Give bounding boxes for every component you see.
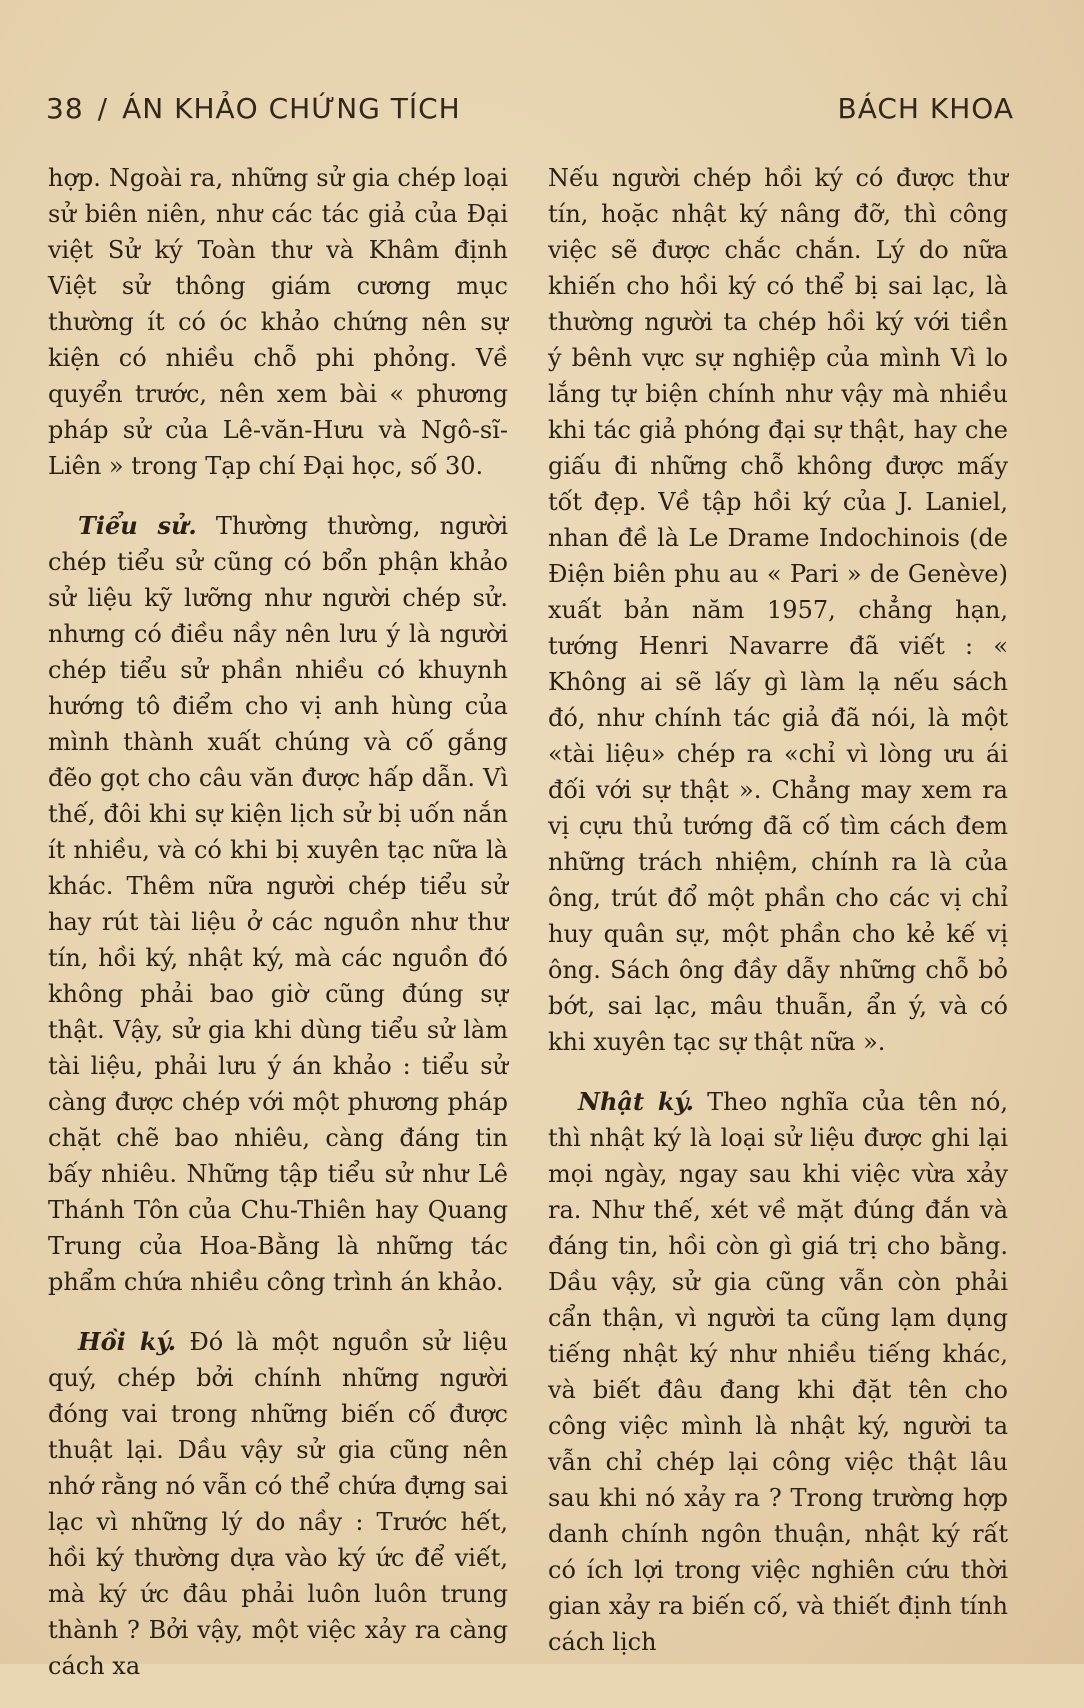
paragraph-body: Thường thường, người chép tiểu sử cũng có bổn phận khảo sử liệu kỹ lưỡng như người chép sử. nhưng có điều nầy nên lưu ý là người chép tiểu sử phần nhiều có khuynh hướng tô điểm cho vị anh hùng của mình thành xuất chúng và cố gắng đẽo gọt cho câu văn được hấp dẫn. Vì thế, đôi khi sự kiện lịch sử bị uốn nắn ít nhiều, và có khi bị xuyên tạc nữa là khác. Thêm nữa người chép tiểu sử hay rút tài liệu ở các nguồn như thư tín, hồi ký, nhật ký, mà các nguồn đó không phải bao giờ cũng đúng sự thật. Vậy, sử gia khi dùng tiểu sử làm tài liệu, phải lưu ý án khảo : tiểu sử càng được chép với một phương pháp chặt chẽ bao nhiêu, càng đáng tin bấy nhiêu. Những tập tiểu sử như Lê Thánh Tôn của Chu-Thiên hay Quang Trung của Hoa-Bằng là những tác phẩm chứa nhiều công trình án khảo.: [48, 512, 508, 1296]
header-separator: /: [97, 91, 109, 125]
paragraph: [548, 1084, 1008, 1660]
paragraph: [48, 1324, 508, 1684]
paragraph-lead: Hồi ký.: [78, 1327, 177, 1356]
paragraph: [48, 508, 508, 1300]
right-column: [548, 160, 1008, 1684]
paragraph-lead: Nhật ký.: [578, 1087, 695, 1116]
page-header: [46, 88, 1014, 128]
paragraph: hợp. Ngoài ra, những sử gia chép loại sử biên niên, như các tác giả của Đại việt Sử ký Toàn thư và Khâm định Việt sử thông giám cương mục thường ít có óc khảo chứng nên sự kiện có nhiều chỗ phi phỏng. Về quyển trước, nên xem bài « phương pháp sử của Lê-văn-Hưu và Ngô-sĩ-Liên » trong Tạp chí Đại học, số 30.: [48, 164, 508, 480]
paragraph-lead: Tiểu sử.: [78, 511, 197, 540]
magazine-name: BÁCH KHOA: [837, 91, 1014, 125]
paragraph-body: Đó là một nguồn sử liệu quý, chép bởi chính những người đóng vai trong những biến cố được thuật lại. Dầu vậy sử gia cũng nên nhớ rằng nó vẫn có thể chứa đựng sai lạc vì những lý do nầy : Trước hết, hồi ký thường dựa vào ký ức để viết, mà ký ức đâu phải luôn luôn trung thành ? Bởi vậy, một việc xảy ra càng cách xa: [48, 1328, 508, 1680]
left-column: [48, 160, 508, 1708]
section-title: ÁN KHẢO CHỨNG TÍCH: [122, 91, 461, 125]
paragraph: Nếu người chép hồi ký có được thư tín, hoặc nhật ký nâng đỡ, thì công việc sẽ được chắc chắn. Lý do nữa khiến cho hồi ký có thể bị sai lạc, là thường người ta chép hồi ký với tiền ý bênh vực sự nghiệp của mình Vì lo lắng tự biện chính như vậy mà nhiều khi tác giả phóng đại sự thật, hay che giấu đi những chỗ không được mấy tốt đẹp. Về tập hồi ký của J. Laniel, nhan đề là Le Drame Indochinois (de Điện biên phu au « Pari » de Genève) xuất bản năm 1957, chẳng hạn, tướng Henri Navarre đã viết : « Không ai sẽ lấy gì làm lạ nếu sách đó, như chính tác giả đã nói, là một «tài liệu» chép ra «chỉ vì lòng ưu ái đối với sự thật ». Chẳng may xem ra vị cựu thủ tướng đã cố tìm cách đem những trách nhiệm, chính ra là của ông, trút đổ một phần cho các vị chỉ huy quân sự, một phần cho kẻ kế vị ông. Sách ông đầy dẫy những chỗ bỏ bớt, sai lạc, mâu thuẫn, ẩn ý, và có khi xuyên tạc sự thật nữa ».: [548, 164, 1008, 1056]
header-left: [46, 92, 475, 125]
paragraph-body: Theo nghĩa của tên nó, thì nhật ký là loại sử liệu được ghi lại mọi ngày, ngay sau khi việc vừa xảy ra. Như thế, xét về mặt đúng đắn và đáng tin, hồi còn gì giá trị cho bằng. Dầu vậy, sử gia cũng vẫn còn phải cẩn thận, vì người ta cũng lạm dụng tiếng nhật ký như nhiều tiếng khác, và biết đâu đang khi đặt tên cho công việc mình là nhật ký, người ta vẫn chỉ chép lại công việc thật lâu sau khi nó xảy ra ? Trong trường hợp danh chính ngôn thuận, nhật ký rất có ích lợi trong việc nghiên cứu thời gian xảy ra biến cố, và thiết định tính cách lịch: [548, 1088, 1008, 1656]
page-number: 38: [46, 91, 84, 125]
